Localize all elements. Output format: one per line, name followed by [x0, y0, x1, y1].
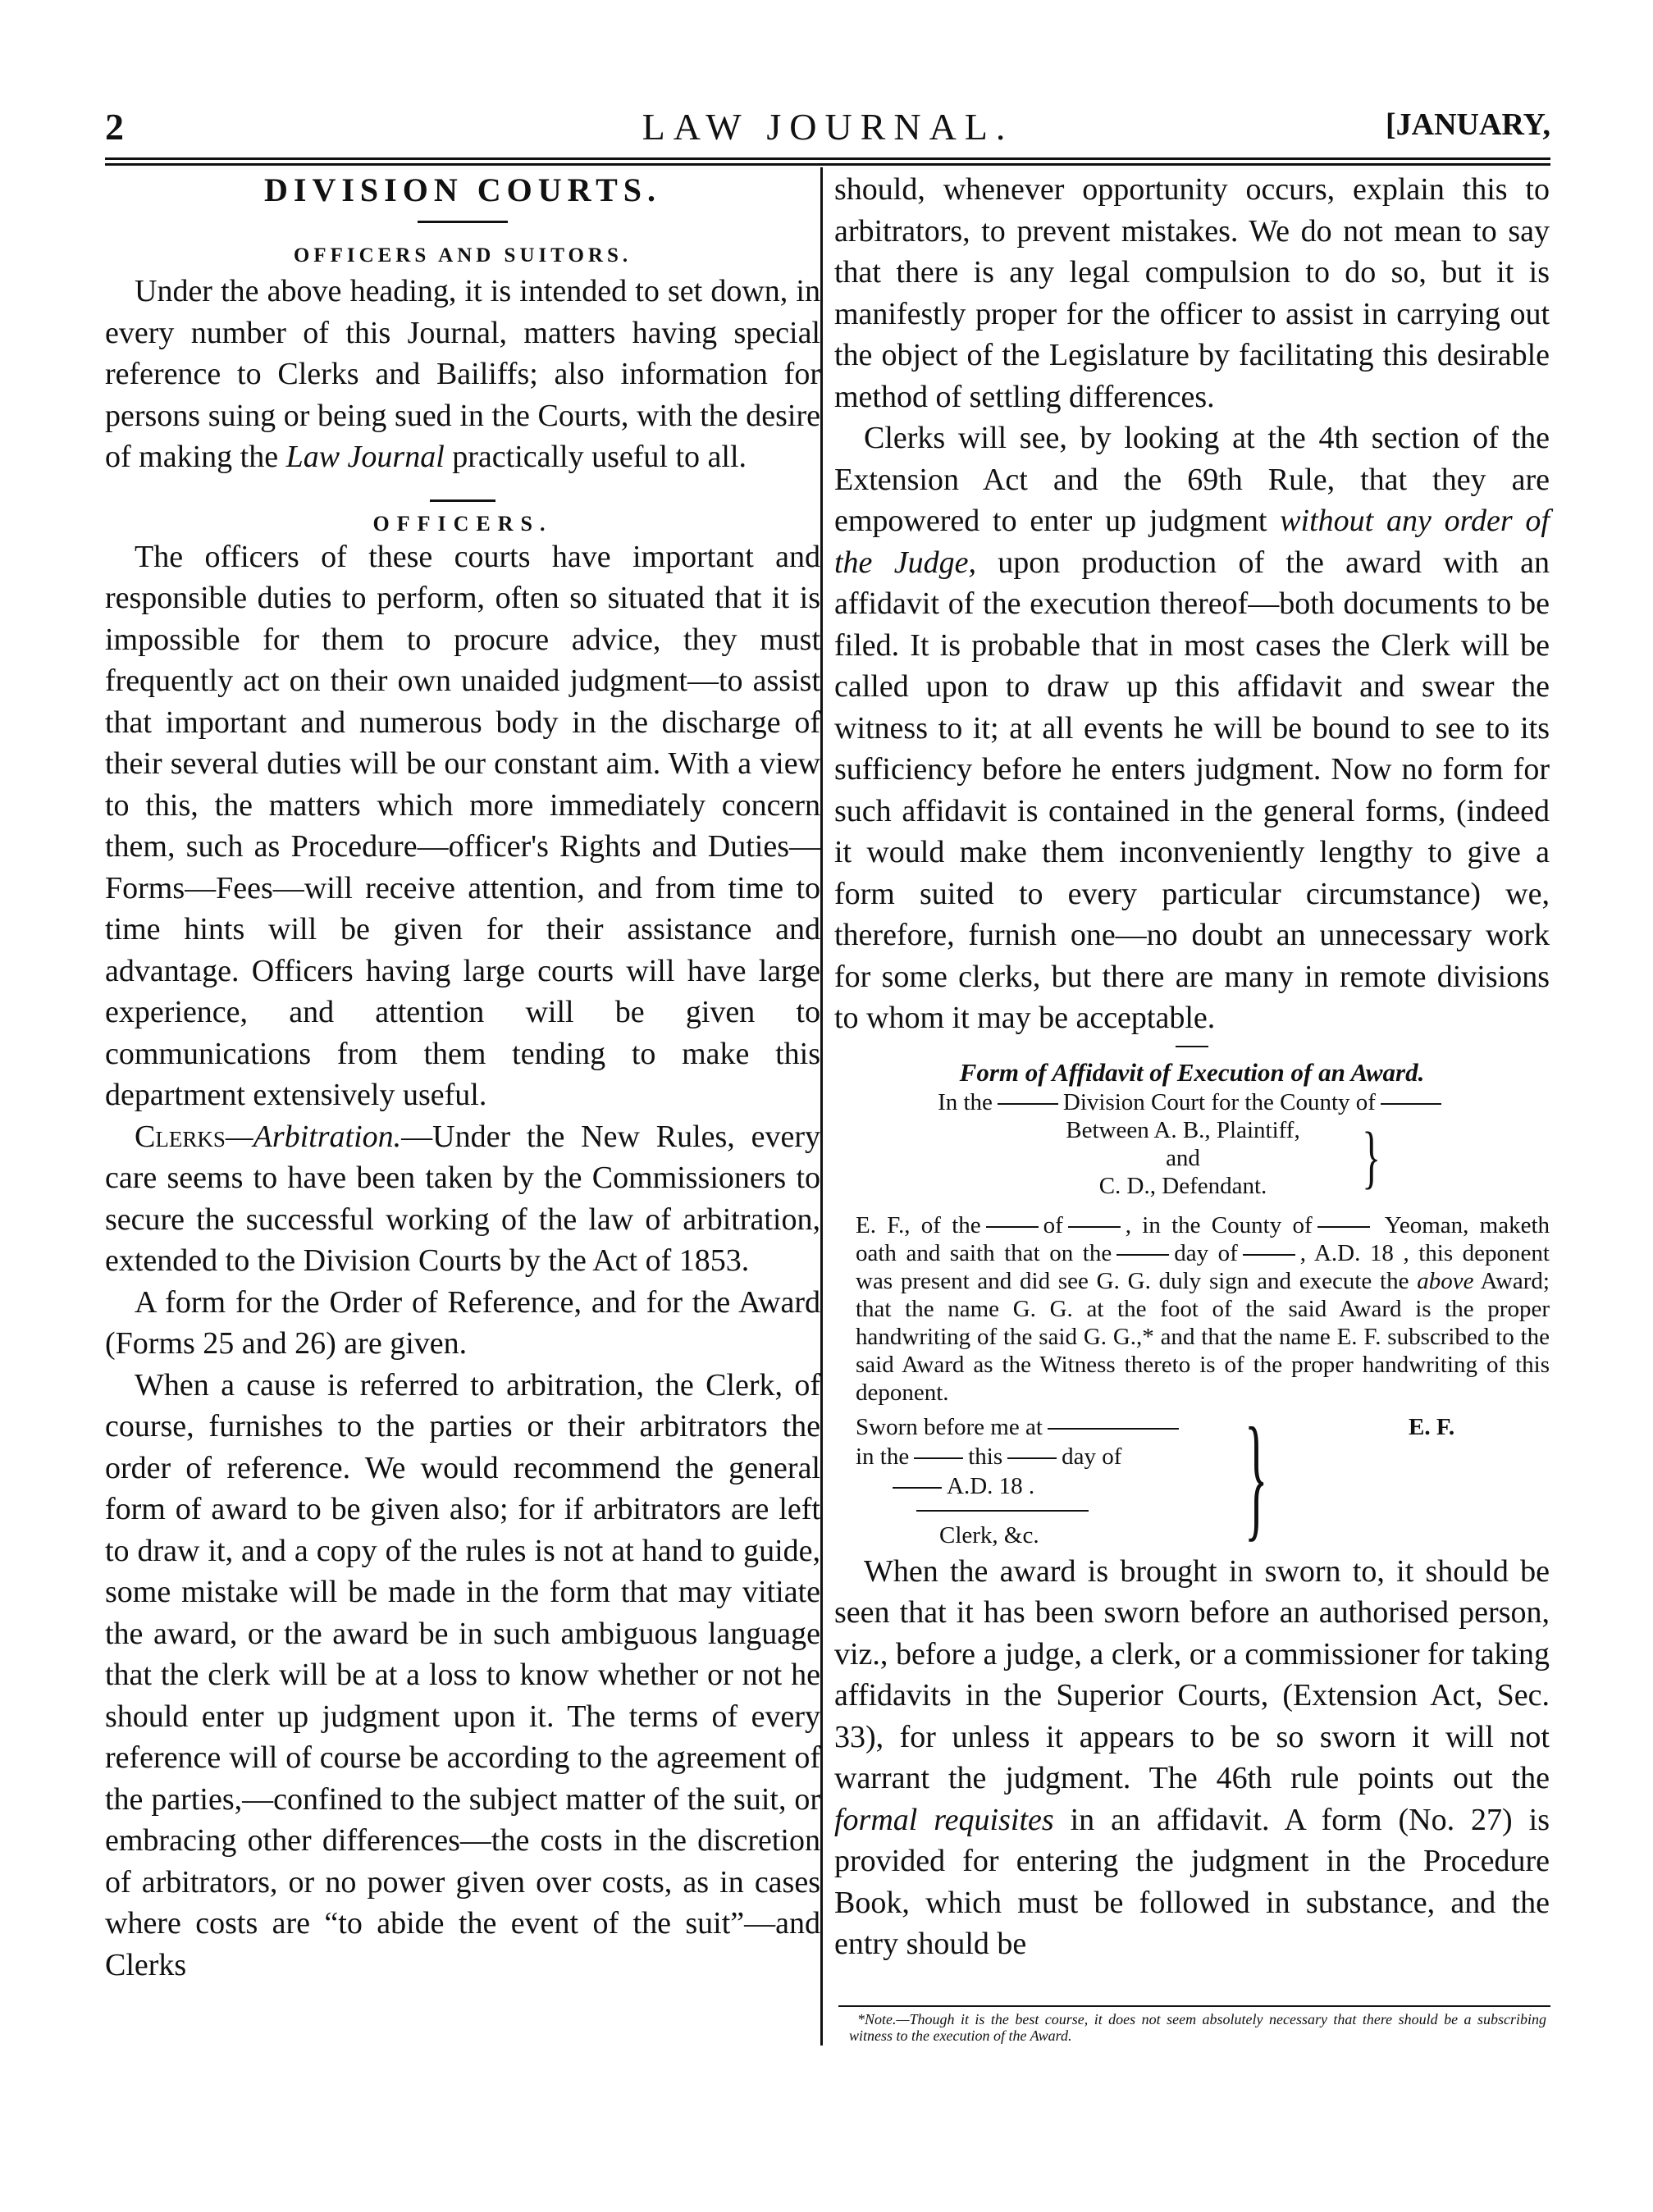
running-head: [105, 105, 1550, 154]
court-line: In the Division Court for the County of: [834, 1088, 1550, 1116]
section-title: DIVISION COURTS.: [263, 171, 661, 208]
clerks-label: Clerks: [135, 1119, 226, 1154]
clerks-paragraph: Clerks—Arbitration.—Under the New Rules, every care seems to have been taken by the Commissioners to secure the successful working of the law of arbitration, extended to the Division Courts by the Act of 1853.: [105, 1119, 820, 1278]
deponent-signature: E. F.: [1409, 1413, 1455, 1440]
officers-rule: [430, 499, 495, 502]
arbitration-label: —Arbitration.: [225, 1119, 402, 1154]
jurat-block: [834, 1398, 1550, 1553]
jurat-signature-rule: [916, 1510, 1089, 1512]
journal-title: LAW JOURNAL.: [642, 106, 1014, 148]
affidavit-form: [834, 1059, 1550, 1551]
and-line: and: [1166, 1144, 1200, 1171]
issue-month: [JANUARY,: [1386, 107, 1550, 142]
defendant-line: C. D., Defendant.: [1098, 1172, 1267, 1199]
jurat-brace: }: [1244, 1398, 1268, 1553]
affidavit-body: E. F., of the of , in the County of Yeoman, maketh oath and saith that on the day of , A.D. 18 , this deponent was present and did see G. G. duly sign and execute the above Award; that the name G. G. at the foot of the said Award is the proper handwriting of the said G. G.,* and that the name E. F. subscribed to the said Award as the Witness thereto is of the proper handwriting of this deponent.: [856, 1211, 1550, 1406]
intro-paragraph: Under the above heading, it is intended to set down, in every number of this Journal, matters having special reference to Clerks and Bailiffs; also information for persons suing or being sued in the Courts, with the desire of making the Law Journal practically useful to all.: [105, 274, 820, 474]
journal-name: Law Journal: [285, 440, 445, 474]
header-rule-top: [105, 157, 1550, 160]
page-number: 2: [105, 106, 124, 148]
jurat-line-3: A.D. 18 .: [888, 1472, 1034, 1500]
formal-requisites-phrase: formal requisites: [834, 1802, 1054, 1837]
reference-paragraph: When a cause is referred to arbitration, the Clerk, of course, furnishes to the parties or their arbitrators the order of reference. We would recommend the general form of award to be given also; for if arbitrators are left to draw it, and a copy of the rules is not at hand to guide, some mistake will be made in the form that may vitiate the award, or the award be in such ambiguous language that the clerk will be at a loss to know whether or not he should enter up judgment upon it. The terms of every reference will of course be according to the agreement of the parties,—confined to the subject matter of the suit, or embracing other differences—the costs in the discretion of arbitrators, or no power given over costs, as in cases where costs are “to abide the event of the suit”—and Clerks: [105, 1367, 820, 1982]
right-column: [834, 169, 1550, 1965]
left-column: [105, 169, 820, 1986]
jurat-line-2: in the this day of: [856, 1443, 1122, 1470]
extension-paragraph: Clerks will see, by looking at the 4th section of the Extension Act and the 69th Rule, that they are empowered to enter up judgment without any order of the Judge, upon production of the award with an affidavit of the execution thereof—both documents to be filed. It is probable that in most cases the Clerk will be called upon to draw up this affidavit and swear the witness to it; at all events he will be bound to see to its sufficiency before he enters judgment. Now no form for such affidavit is contained in the general forms, (indeed it would make them inconveniently lengthy to give a form suited to every particular circumstance) we, therefore, furnish one—no doubt an unnecessary work for some clerks, but there are many in remote divisions to whom it may be acceptable.: [834, 421, 1550, 1035]
footnote: *Note.—Though it is the best course, it does not seem absolutely necessary that there should be a subscribing witness to the execution of the Award.: [849, 2011, 1546, 2044]
parties-brace: }: [1362, 1116, 1381, 1196]
form-rule: [1176, 1046, 1208, 1047]
footnote-rule: [838, 2005, 1550, 2007]
jurat-line-1: Sworn before me at: [856, 1413, 1184, 1441]
plaintiff-line: Between A. B., Plaintiff,: [1066, 1116, 1300, 1143]
form-title: Form of Affidavit of Execution of an Award.: [959, 1057, 1425, 1087]
officers-heading: OFFICERS.: [372, 511, 553, 536]
without-order-phrase: without any order of the Judge,: [834, 504, 1550, 580]
jurat-line-4: Clerk, &c.: [939, 1521, 1039, 1548]
subheading: OFFICERS AND SUITORS.: [293, 244, 632, 267]
section-rule: [418, 221, 508, 223]
continuation-paragraph: should, whenever opportunity occurs, explain this to arbitrators, to prevent mistakes. We do not mean to say that there is any legal compulsion to do so, but it is manifestly proper for the officer to assist in carrying out the object of the Legislature by facilitating this desirable method of settling differences.: [834, 172, 1550, 414]
officers-paragraph: The officers of these courts have important and responsible duties to perform, often so situated that it is impossible for them to procure advice, they must frequently act on their own unaided judgment—to assist that important and numerous body in the discharge of their several duties will be our constant aim. With a view to this, the matters which more immediately concern them, such as Procedure—officer's Rights and Duties—Forms—Fees—will receive attention, and from time to time hints will be given for their assistance and advantage. Officers having large courts will have large experience, and attention will be given to communications from them tending to make this department extensively useful.: [105, 539, 820, 1112]
header-rule-bottom: [105, 163, 1550, 166]
parties-block: [1011, 1116, 1381, 1200]
column-divider: [820, 167, 823, 2046]
forms-paragraph: A form for the Order of Reference, and for the Award (Forms 25 and 26) are given.: [105, 1284, 820, 1361]
award-paragraph: When the award is brought in sworn to, it should be seen that it has been sworn before an authorised person, viz., before a judge, a clerk, or a commissioner for taking affidavits in the Superior Courts, (Extension Act, Sec. 33), for unless it appears to be so sworn it will not warrant the judgment. The 46th rule points out the formal requisites in an affidavit. A form (No. 27) is provided for entering the judgment in the Procedure Book, which must be followed in substance, and the entry should be: [834, 1553, 1550, 1961]
